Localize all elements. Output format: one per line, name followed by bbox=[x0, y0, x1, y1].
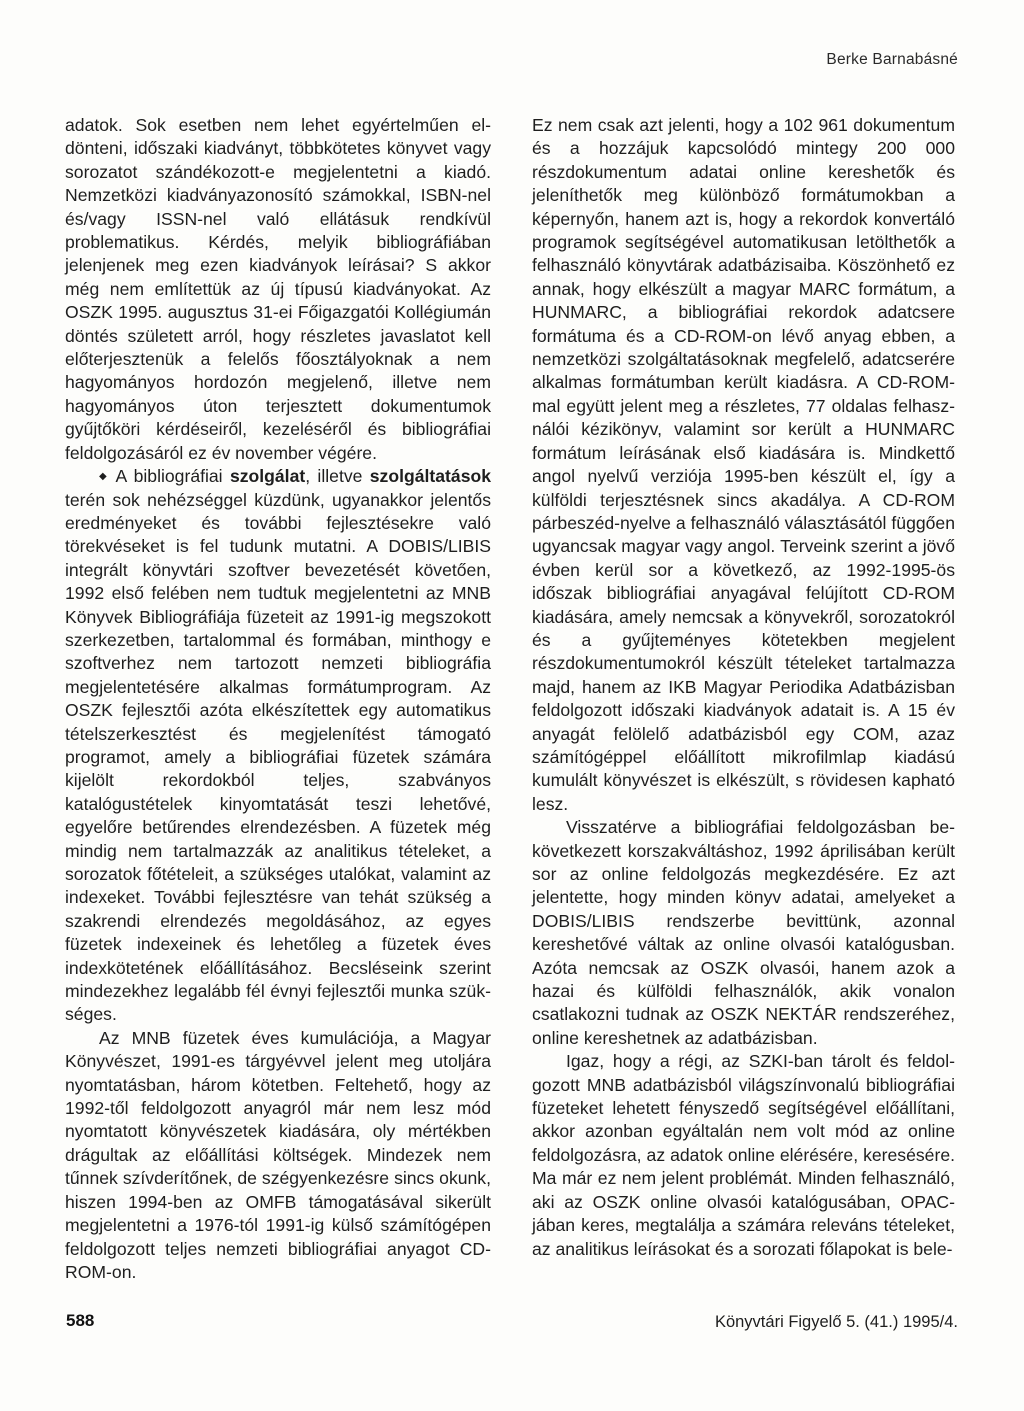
paragraph-lead: A bibliográfiai bbox=[115, 466, 223, 487]
paragraph bbox=[65, 465, 491, 1027]
page-number: 588 bbox=[66, 1311, 95, 1330]
right-column bbox=[532, 114, 955, 1261]
paragraph-body: terén sok nehézséggel küzdünk, ugyanakkor jelentős eredményeket és további fejlesztésekre való törekvéseket is fel tudunk mutatni. A DOBIS/LIBIS integrált könyvtári szoftver bevezetését követően, 1992 első felében nem tudtuk megjelentetni az MNB Könyvek Bibliográfiája füzeteit az 1991-ig megszokott szerkezetben, tartalommal és formában, minthogy e szoftverhez nem tartozott nemzeti bibliográfia megjelentetésére alkalmas formátumprogram. Az OSZK fejlesztői azóta elkészítettek egy automatikus tételszerkesztést és megjelenítést támogató programot, amely a bibliográfiai füzetek számára kijelölt rekordokból teljes, szabványos katalógustételek kinyomtatását teszi lehetővé, egyelőre betűrendes elrendezésben. A füzetek még mindig nem tartalmazzák az analitikus tételeket, a sorozatok főtételeit, a szükséges utalókat, valamint az indexeket. További fejlesztésre van tehát szükség a szakrendi elrendezés megoldásához, az egyes füzetek indexeinek és lehetőleg a füzetek éves indexkötetének előállításához. Becsléseink szerint mindezekhez legalább fél évnyi fejlesztői munka szükséges. bbox=[65, 489, 491, 1025]
paragraph-connector: , illetve bbox=[305, 466, 363, 487]
paragraph: Az MNB füzetek éves kumulációja, a Magyar Könyvészet, 1991-es tárgyévvel jelent meg utoljára nyomtatásban, három kötetben. Feltehető, hogy az 1992-től feldolgozott anyagról már nem lesz mód nyomtatott könyvészetek kiadására, oly mértékben drágultak az előállítási költségek. Mindezek nem tűnnek szívderítőnek, de szégyenkezésre sincs okunk, hiszen 1994-ben az OMFB támogatásával sikerült megjelentetni a 1976-tól 1991-ig külső számítógépen feldolgozott teljes nemzeti bibliográfiai anyagot CD-ROM-on. bbox=[65, 1027, 491, 1282]
bold-term: szolgálat bbox=[229, 466, 306, 487]
journal-citation: Könyvtári Figyelő 5. (41.) 1995/4. bbox=[714, 1313, 958, 1331]
paragraph: adatok. Sok esetben nem lehet egyértelműen eldönteni, időszaki kiadványt, többkötetes könyvet vagy sorozatot szándékozott-e megjelentetni a kiadó. Nemzetközi kiadványazonosító számokkal, ISBN-nel és/vagy ISSN-nel való ellátásuk rendkívül problematikus. Kérdés, melyik bibliográfiában jelenjenek meg ezen kiadványok leírásai? S akkor még nem említettük az új típusú kiadványokat. Az OSZK 1995. augusztus 31-ei Főigazgatói Kollégiumán döntés született arról, hogy részletes javaslatot kell előterjesztenük a felelős főosztályoknak a nem hagyományos hordozón megjelenő, illetve nem hagyományos úton terjesztett dokumentumok gyűjtőköri kérdéseiről, kezeléséről és bibliográfiai feldolgozásáról ez év november végére. bbox=[65, 115, 491, 463]
paragraph: Visszatérve a bibliográfiai feldolgozásban bekövetkezett korszakváltáshoz, 1992 áprilisában került sor az online feldolgozás megkezdésére. Ez azt jelentette, hogy minden könyv adatai, amelyeket a DOBIS/LIBIS rendszerbe bevittünk, azonnal kereshetővé váltak az online olvasói katalógusban. Azóta nemcsak az OSZK olvasói, hanem azok a hazai és külföldi felhasználók, akik vonalon csatlakozni tudnak az OSZK NEKTÁR rendszeréhez, online kereshetnek az adatbázisban. bbox=[532, 817, 955, 1048]
running-header-author: Berke Barnabásné bbox=[826, 51, 958, 68]
paragraph: Igaz, hogy a régi, az SZKI-ban tárolt és feldolgozott MNB adatbázisból világszínvonalú bibliográfiai füzeteket lehetett fényszedő segítségével előállítani, akkor azonban egyáltalán nem volt mód az online feldolgozásra, az adatok online elérésére, keresésére. Ma már ez nem jelent problémát. Minden felhasználó, aki az OSZK online olvasói katalógusában, OPAC-jában keres, megtalálja a számára releváns tételeket, az analitikus leírásokat és a sorozati főlapokat is bele- bbox=[532, 1051, 955, 1259]
paragraph: Ez nem csak azt jelenti, hogy a 102 961 dokumentum és a hozzájuk kapcsolódó mintegy 200 000 részdokumentum adatai online kereshetők és jeleníthetők meg különböző formátumokban a képernyőn, hanem azt is, hogy a rekordok konvertáló programok segítségével automatikusan letölthetők a felhasználó könyvtárak adatbázisaiba. Köszönhető ez annak, hogy elkészült a magyar MARC formátum, a HUNMARC, a bibliográfiai rekordok adatcsere formátuma és a CD-ROM-on lévő anyag ebben, a nemzetközi szolgáltatásoknak megfelelő, adatcserére alkalmas formátumban került kiadásra. A CD-ROM-mal együtt jelent meg a részletes, 77 oldalas felhasználói kézikönyv, valamint sor került a HUNMARC formátum leírásának első kiadására is. Mindkettő angol nyelvű verziója 1995-ben készült el, így a külföldi terjesztésnek sincs akadálya. A CD-ROM párbeszéd-nyelve a felhasználó választásától függően ugyancsak magyar vagy angol. Terveink szerint a jövő évben kerül sor a következő, az 1992-1995-ös időszak bibliográfiai anyagával felújított CD-ROM kiadására, amely nemcsak a könyvekről, sorozatokról és a gyűjteményes kötetekben megjelent részdokumentumokról készült tételeket tartalmazza majd, hanem az IKB Magyar Periodika Adatbázisban feldolgozott időszaki kiadványok adatait is. A 15 év anyagát felölelő adatbázisból egy COM, azaz számítógéppel előállított mikrofilmlap kiadású kumulált könyvészet is elkészült, s rövidesen kapható lesz. bbox=[532, 115, 955, 814]
bold-term: szolgáltatások bbox=[369, 466, 492, 487]
left-column bbox=[65, 114, 491, 1284]
diamond-bullet-icon: ◆ bbox=[99, 471, 110, 483]
